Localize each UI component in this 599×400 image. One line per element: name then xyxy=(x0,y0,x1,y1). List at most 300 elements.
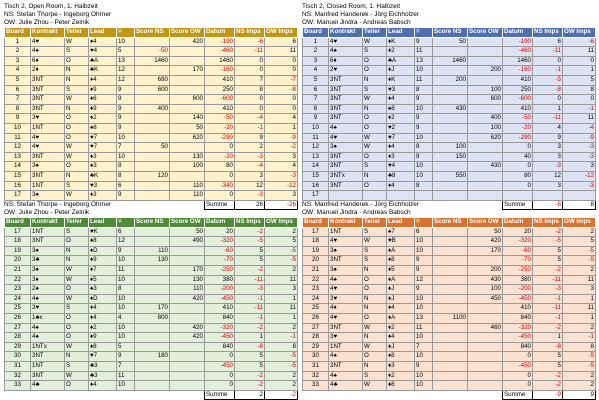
table-cell xyxy=(433,304,468,314)
table-cell xyxy=(170,246,205,256)
table-cell: ♦7 xyxy=(89,265,117,275)
table-cell: 8 xyxy=(303,104,329,114)
table-cell: 100 xyxy=(468,85,503,95)
table-cell: O xyxy=(65,313,89,323)
table-row xyxy=(5,47,298,57)
table-cell: ♦K xyxy=(387,75,415,85)
table-cell: 2 xyxy=(563,371,596,381)
table-cell: 1NT xyxy=(31,361,65,371)
table-cell xyxy=(170,56,205,66)
table-cell: 5 xyxy=(5,75,31,85)
table-cell: O xyxy=(363,56,387,66)
table-row xyxy=(303,304,596,314)
table-cell: 12 xyxy=(117,237,135,247)
table-cell: W xyxy=(363,95,387,105)
table-cell xyxy=(135,114,170,124)
table-cell xyxy=(329,191,363,201)
table-cell: W xyxy=(65,275,89,285)
table-cell: 10 xyxy=(415,352,433,362)
table-cell: ♦4 xyxy=(387,95,415,105)
table-cell: ♦8 xyxy=(387,256,415,266)
table-cell: 1 xyxy=(563,66,596,76)
table-cell: ♦6 xyxy=(89,95,117,105)
table-cell: 3 xyxy=(563,162,596,172)
table-cell: 17 xyxy=(303,191,329,201)
table-cell: N xyxy=(65,66,89,76)
column-header: Datum xyxy=(503,28,533,38)
table-cell: 7 xyxy=(235,75,265,85)
summe-ow-imps: 9 xyxy=(563,390,596,400)
column-header: Score OW xyxy=(170,218,205,228)
table-cell xyxy=(433,181,468,191)
table-cell: 31 xyxy=(303,361,329,371)
table-cell: 23 xyxy=(303,285,329,295)
table-cell: W xyxy=(65,191,89,201)
table-cell: S xyxy=(65,85,89,95)
column-header: Score NS xyxy=(135,218,170,228)
table-cell: 2 xyxy=(5,47,31,57)
table-cell: 19 xyxy=(303,246,329,256)
table-row xyxy=(303,191,596,201)
table-cell: 4♥ xyxy=(31,133,65,143)
table-cell: 25 xyxy=(5,304,31,314)
table-cell: 3NT xyxy=(31,352,65,362)
table-cell: 11 xyxy=(563,47,596,57)
column-header: Score NS xyxy=(433,28,468,38)
table-cell: 100 xyxy=(433,143,468,153)
table-cell: 3NT xyxy=(329,162,363,172)
table-cell: W xyxy=(363,237,387,247)
table-cell: ♥7 xyxy=(89,352,117,362)
table-cell: W xyxy=(65,152,89,162)
table-cell: 3 xyxy=(303,56,329,66)
table-cell: ♦8 xyxy=(387,381,415,391)
table-cell: 17 xyxy=(5,227,31,237)
table-cell: 3♠ xyxy=(329,265,363,275)
table-cell: 200 xyxy=(468,265,503,275)
table-cell: 11 xyxy=(5,133,31,143)
panel-header-line: Tisch 2, Closed Room, 1. Halbzeit xyxy=(302,3,401,10)
table-cell: -1 xyxy=(533,66,563,76)
table-cell: 8 xyxy=(117,171,135,181)
table-cell: 1 xyxy=(563,294,596,304)
table-cell: 0 xyxy=(205,171,235,181)
results-table xyxy=(4,27,298,210)
table-cell: 430 xyxy=(468,162,503,172)
table-cell: 3♥ xyxy=(329,294,363,304)
table-cell: 130 xyxy=(135,256,170,266)
table-cell xyxy=(433,256,468,266)
table-cell: ♠8 xyxy=(89,123,117,133)
table-cell xyxy=(468,304,503,314)
table-cell xyxy=(135,275,170,285)
table-row xyxy=(5,191,298,201)
table-cell: 11 xyxy=(117,371,135,381)
table-cell: 4♠ xyxy=(329,275,363,285)
table-cell: 430 xyxy=(468,275,503,285)
table-row xyxy=(303,256,596,266)
table-cell: 620 xyxy=(468,133,503,143)
table-row xyxy=(303,47,596,57)
table-cell: 170 xyxy=(170,66,205,76)
table-cell xyxy=(363,191,387,201)
table-cell: 420 xyxy=(170,294,205,304)
table-cell xyxy=(433,246,468,256)
table-cell: 9 xyxy=(117,114,135,124)
table-cell: ♦2 xyxy=(387,323,415,333)
table-cell: 4♠ xyxy=(329,47,363,57)
table-cell: 4♦ xyxy=(329,304,363,314)
table-cell: -600 xyxy=(503,95,533,105)
table-cell: 0 xyxy=(205,352,235,362)
table-cell: ♦4 xyxy=(89,304,117,314)
table-cell xyxy=(135,37,170,47)
table-cell: ♦9 xyxy=(89,256,117,266)
table-cell: O xyxy=(65,323,89,333)
table-cell: 4♥ xyxy=(329,37,363,47)
table-cell: 1♣x xyxy=(31,313,65,323)
table-cell: 10 xyxy=(117,294,135,304)
table-row xyxy=(303,133,596,143)
table-cell xyxy=(135,294,170,304)
table-cell: 22 xyxy=(5,275,31,285)
table-cell: 5 xyxy=(235,352,265,362)
table-cell: N xyxy=(363,104,387,114)
table-cell xyxy=(468,361,503,371)
table-row xyxy=(5,37,298,47)
table-cell xyxy=(135,152,170,162)
table-cell: 550 xyxy=(433,171,468,181)
table-cell: 4 xyxy=(117,313,135,323)
table-row xyxy=(303,265,596,275)
table-cell: ♥B xyxy=(387,237,415,247)
table-row xyxy=(5,143,298,153)
table-cell: 10 xyxy=(415,294,433,304)
table-row xyxy=(5,381,298,391)
table-cell: 4♠ xyxy=(31,294,65,304)
table-cell xyxy=(468,37,503,47)
panel-header-line: OW: Manuel Jindra - Andreas Babsch xyxy=(302,209,411,216)
table-cell: 12 xyxy=(415,275,433,285)
table-cell: 420 xyxy=(170,333,205,343)
table-cell: 30 xyxy=(5,352,31,362)
table-cell: ♦5 xyxy=(89,275,117,285)
table-cell: 1NT xyxy=(329,227,363,237)
table-row xyxy=(5,123,298,133)
table-cell: 23 xyxy=(5,285,31,295)
table-cell: 840 xyxy=(205,342,235,352)
panel-header-line: OW: Julie Zhou - Peter Zelnik xyxy=(4,19,90,26)
table-cell: O xyxy=(363,352,387,362)
table-cell xyxy=(433,342,468,352)
column-header: Score OW xyxy=(170,28,205,38)
table-cell: -8 xyxy=(533,85,563,95)
table-cell: -2 xyxy=(533,381,563,391)
table-cell: O xyxy=(65,237,89,247)
table-cell: N xyxy=(65,75,89,85)
table-cell: 380 xyxy=(205,275,235,285)
table-cell: ♥3 xyxy=(89,181,117,191)
table-row xyxy=(5,246,298,256)
table-row xyxy=(303,246,596,256)
table-cell: 1NT xyxy=(31,227,65,237)
table-cell: -3 xyxy=(563,152,596,162)
panel-header-line: NS: Stefan Thorpe - Ingeborg Ohrner xyxy=(4,201,112,208)
column-header: Teiler xyxy=(363,218,387,228)
table-cell: 420 xyxy=(468,237,503,247)
table-cell: -450 xyxy=(503,294,533,304)
table-cell: -60 xyxy=(205,246,235,256)
table-cell: 840 xyxy=(503,313,533,323)
table-cell: 4♥ xyxy=(329,313,363,323)
table-cell: ♦J xyxy=(387,66,415,76)
table-cell: -190 xyxy=(503,37,533,47)
results-table xyxy=(302,217,596,400)
empty-cell xyxy=(415,390,433,400)
table-cell: 13 xyxy=(117,56,135,66)
table-cell: 400 xyxy=(468,114,503,124)
table-row xyxy=(303,285,596,295)
table-cell: 4♠ xyxy=(31,333,65,343)
table-cell: 2 xyxy=(265,227,298,237)
table-row xyxy=(5,275,298,285)
table-cell: O xyxy=(363,123,387,133)
table-cell: N xyxy=(65,171,89,181)
table-cell: -2 xyxy=(235,371,265,381)
table-cell: 11 xyxy=(303,133,329,143)
column-header: Kontrakt xyxy=(31,218,65,228)
table-cell: 410 xyxy=(503,304,533,314)
table-cell: -50 xyxy=(503,114,533,124)
column-header: Datum xyxy=(205,218,235,228)
table-cell xyxy=(433,352,468,362)
table-cell: N xyxy=(363,304,387,314)
table-cell: 3NT xyxy=(329,95,363,105)
table-cell: -460 xyxy=(503,47,533,57)
table-cell: -3 xyxy=(235,191,265,201)
table-cell: 4♠ xyxy=(31,47,65,57)
panel-header-line: NS: Manfred Handerek - Jörg Eichholzer xyxy=(302,201,420,208)
table-cell: ♦3 xyxy=(89,152,117,162)
table-cell: 3♠ xyxy=(31,191,65,201)
table-cell: ♣3 xyxy=(89,371,117,381)
table-cell: 50 xyxy=(468,227,503,237)
table-cell: 10 xyxy=(415,237,433,247)
table-cell xyxy=(468,381,503,391)
table-cell: 10 xyxy=(117,37,135,47)
table-cell: 840 xyxy=(503,342,533,352)
table-cell: -450 xyxy=(503,333,533,343)
table-cell xyxy=(170,171,205,181)
table-cell: S xyxy=(363,47,387,57)
table-row xyxy=(5,85,298,95)
table-cell: 9 xyxy=(117,85,135,95)
table-cell: 14 xyxy=(303,162,329,172)
table-row xyxy=(5,352,298,362)
table-cell: 3♠ xyxy=(31,265,65,275)
table-cell: S xyxy=(363,162,387,172)
table-cell: -11 xyxy=(533,114,563,124)
table-row xyxy=(5,75,298,85)
table-cell: 140 xyxy=(170,114,205,124)
table-cell: 15 xyxy=(303,171,329,181)
table-cell: 9 xyxy=(415,123,433,133)
table-cell: -2 xyxy=(533,323,563,333)
table-cell: 10 xyxy=(117,133,135,143)
table-cell: 400 xyxy=(135,104,170,114)
table-row xyxy=(5,104,298,114)
table-cell: 11 xyxy=(265,47,298,57)
table-cell: 4♥ xyxy=(31,143,65,153)
table-cell: -160 xyxy=(503,66,533,76)
table-cell: ♥K xyxy=(89,227,117,237)
table-cell: 12 xyxy=(5,143,31,153)
table-cell xyxy=(170,143,205,153)
table-row xyxy=(303,181,596,191)
table-cell: -5 xyxy=(265,352,298,362)
table-row xyxy=(5,237,298,247)
table-cell: 6 xyxy=(533,37,563,47)
table-cell: 9 xyxy=(415,37,433,47)
table-cell: 13 xyxy=(5,152,31,162)
table-cell: W xyxy=(65,371,89,381)
table-cell: -7 xyxy=(265,75,298,85)
table-cell: -3 xyxy=(533,162,563,172)
table-cell: 3NT xyxy=(31,95,65,105)
table-cell: 8 xyxy=(415,181,433,191)
table-cell: -3 xyxy=(563,143,596,153)
table-cell: 3♥ xyxy=(329,333,363,343)
table-cell: 110 xyxy=(135,246,170,256)
table-cell xyxy=(468,75,503,85)
table-cell: 9 xyxy=(415,152,433,162)
table-cell: 5 xyxy=(533,361,563,371)
table-cell: 20 xyxy=(503,227,533,237)
table-cell: 26 xyxy=(5,313,31,323)
table-cell: -5 xyxy=(563,256,596,266)
table-cell: W xyxy=(65,294,89,304)
table-row xyxy=(5,323,298,333)
table-cell: 13 xyxy=(415,56,433,66)
table-cell: -250 xyxy=(205,265,235,275)
table-cell: 410 xyxy=(205,104,235,114)
table-row xyxy=(5,265,298,275)
table-cell: 11 xyxy=(415,47,433,57)
table-cell: 180 xyxy=(135,352,170,362)
table-cell: -70 xyxy=(205,256,235,266)
table-cell: 120 xyxy=(135,171,170,181)
table-row xyxy=(303,323,596,333)
empty-cell xyxy=(31,390,65,400)
table-cell: -200 xyxy=(205,285,235,295)
table-cell: -11 xyxy=(235,47,265,57)
table-cell: -8 xyxy=(265,85,298,95)
panel-closed-room-first-half xyxy=(302,3,595,210)
table-cell xyxy=(170,104,205,114)
table-cell: -5 xyxy=(235,237,265,247)
table-cell xyxy=(433,265,468,275)
table-cell: 450 xyxy=(468,294,503,304)
table-cell: 25 xyxy=(303,304,329,314)
table-cell: 8 xyxy=(415,143,433,153)
table-cell: -11 xyxy=(533,304,563,314)
table-cell: 460 xyxy=(468,323,503,333)
table-cell: N xyxy=(65,246,89,256)
table-cell: 2 xyxy=(563,381,596,391)
table-row xyxy=(5,56,298,66)
table-cell: 5 xyxy=(117,47,135,57)
table-cell: 1 xyxy=(265,294,298,304)
table-cell: 31 xyxy=(5,361,31,371)
table-cell: W xyxy=(65,37,89,47)
table-cell xyxy=(135,333,170,343)
table-cell: O xyxy=(363,114,387,124)
table-cell: 5 xyxy=(235,256,265,266)
column-header: Datum xyxy=(503,218,533,228)
table-row xyxy=(5,95,298,105)
empty-cell xyxy=(363,390,387,400)
table-cell: 10 xyxy=(415,333,433,343)
table-cell: 11 xyxy=(265,275,298,285)
table-cell: 3NT xyxy=(329,104,363,114)
table-cell: -460 xyxy=(205,47,235,57)
table-cell: ♦9 xyxy=(89,333,117,343)
table-cell: 1460 xyxy=(135,56,170,66)
table-cell: ♦J xyxy=(387,342,415,352)
table-cell: -8 xyxy=(533,342,563,352)
table-cell xyxy=(433,323,468,333)
table-cell: ♦A xyxy=(387,313,415,323)
table-cell: ♠8 xyxy=(387,104,415,114)
table-cell: -340 xyxy=(205,181,235,191)
table-cell: 1 xyxy=(533,104,563,114)
table-cell: 2♦ xyxy=(31,66,65,76)
table-cell: 5 xyxy=(533,352,563,362)
column-header: Score OW xyxy=(468,218,503,228)
table-cell: 3NT xyxy=(31,85,65,95)
table-cell: 10 xyxy=(117,381,135,391)
table-cell: N xyxy=(65,104,89,114)
table-cell: 33 xyxy=(5,381,31,391)
table-cell: 0 xyxy=(205,381,235,391)
table-cell: 11 xyxy=(563,114,596,124)
table-cell: 6 xyxy=(5,85,31,95)
table-cell: 0 xyxy=(265,66,298,76)
table-cell: -200 xyxy=(503,285,533,295)
table-cell xyxy=(533,191,563,201)
table-cell: 0 xyxy=(205,191,235,201)
panel-header-line: OW: Manuel Jindra - Andreas Babsch xyxy=(302,19,411,26)
table-cell: 8 xyxy=(235,85,265,95)
table-cell: ♦8 xyxy=(387,352,415,362)
table-cell xyxy=(468,104,503,114)
table-row xyxy=(303,152,596,162)
table-row xyxy=(5,304,298,314)
table-cell: 1 xyxy=(5,37,31,47)
table-cell: 18 xyxy=(303,237,329,247)
table-cell: 10 xyxy=(415,381,433,391)
table-cell: ♦3 xyxy=(387,361,415,371)
table-cell: 0 xyxy=(533,95,563,105)
table-cell xyxy=(468,143,503,153)
table-cell: 2 xyxy=(303,47,329,57)
table-cell: 3♦ xyxy=(31,275,65,285)
table-cell: 10 xyxy=(117,256,135,266)
table-cell: 3NTx xyxy=(329,171,363,181)
table-cell xyxy=(433,66,468,76)
table-cell xyxy=(170,47,205,57)
table-cell: ♣A xyxy=(387,56,415,66)
